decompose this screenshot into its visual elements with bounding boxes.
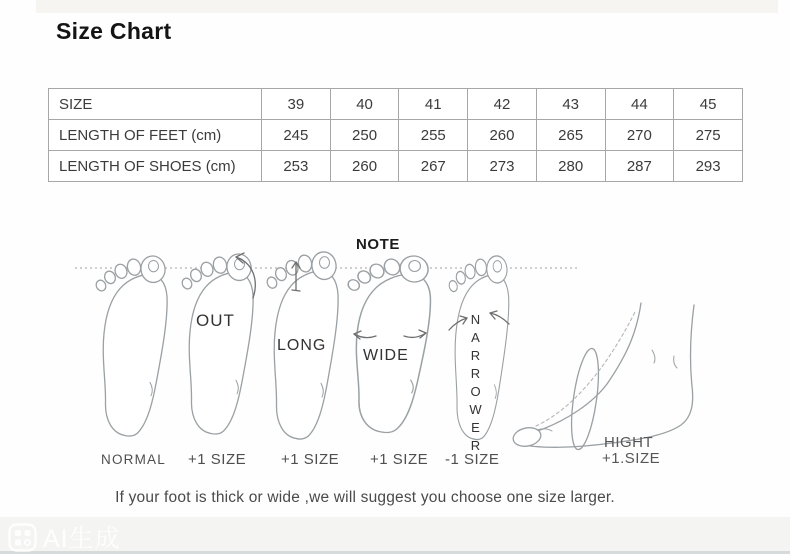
foot-caption-normal: NORMAL xyxy=(101,452,166,467)
row-header-feet-length: LENGTH OF FEET (cm) xyxy=(49,120,262,151)
foot-top-view-wide xyxy=(346,254,431,433)
size-cell: 45 xyxy=(674,89,743,120)
shoes-length-cell: 287 xyxy=(605,151,674,182)
foot-label-out: OUT xyxy=(196,311,235,330)
footer-note: If your foot is thick or wide ,we will suggest you choose one size larger. xyxy=(115,489,615,506)
foot-top-view-out xyxy=(180,252,253,434)
size-cell: 41 xyxy=(399,89,468,120)
feet-length-cell: 260 xyxy=(468,120,537,151)
shoes-length-cell: 280 xyxy=(536,151,605,182)
shoes-length-cell: 260 xyxy=(330,151,399,182)
feet-length-cell: 275 xyxy=(674,120,743,151)
foot-caption-minus1-narrower: -1 SIZE xyxy=(445,451,500,468)
feet-length-cell: 265 xyxy=(536,120,605,151)
shoes-length-cell: 273 xyxy=(468,151,537,182)
size-cell: 42 xyxy=(468,89,537,120)
foot-top-view-normal xyxy=(94,254,167,436)
side-foot-caption-hight: HIGHT xyxy=(604,434,654,451)
watermark xyxy=(8,519,121,555)
row-header-shoes-length: LENGTH OF SHOES (cm) xyxy=(49,151,262,182)
side-foot-caption-plus1: +1.SIZE xyxy=(602,450,661,467)
foot-caption-plus1-out: +1 SIZE xyxy=(188,451,247,468)
note-heading: NOTE xyxy=(355,236,401,253)
feet-length-cell: 245 xyxy=(262,120,331,151)
shoes-length-cell: 253 xyxy=(262,151,331,182)
instep-dashed-line xyxy=(536,310,636,426)
foot-label-long: LONG xyxy=(277,337,327,354)
watermark-text: AI生成 xyxy=(43,525,121,553)
foot-label-wide: WIDE xyxy=(363,347,409,364)
row-header-size: SIZE xyxy=(49,89,262,120)
size-cell: 40 xyxy=(330,89,399,120)
foot-caption-plus1-wide: +1 SIZE xyxy=(370,451,429,468)
feet-length-cell: 250 xyxy=(330,120,399,151)
page-title: Size Chart xyxy=(56,18,172,44)
foot-caption-plus1-long: +1 SIZE xyxy=(281,451,340,468)
ai-watermark-icon xyxy=(8,523,37,552)
foot-side-view xyxy=(511,303,694,451)
shoes-length-cell: 293 xyxy=(674,151,743,182)
size-cell: 39 xyxy=(262,89,331,120)
instep-girth-ellipse xyxy=(567,347,604,451)
foot-label-narrower: NARROWER xyxy=(468,312,483,456)
feet-length-cell: 255 xyxy=(399,120,468,151)
size-cell: 43 xyxy=(536,89,605,120)
shoes-length-cell: 267 xyxy=(399,151,468,182)
size-cell: 44 xyxy=(605,89,674,120)
feet-length-cell: 270 xyxy=(605,120,674,151)
